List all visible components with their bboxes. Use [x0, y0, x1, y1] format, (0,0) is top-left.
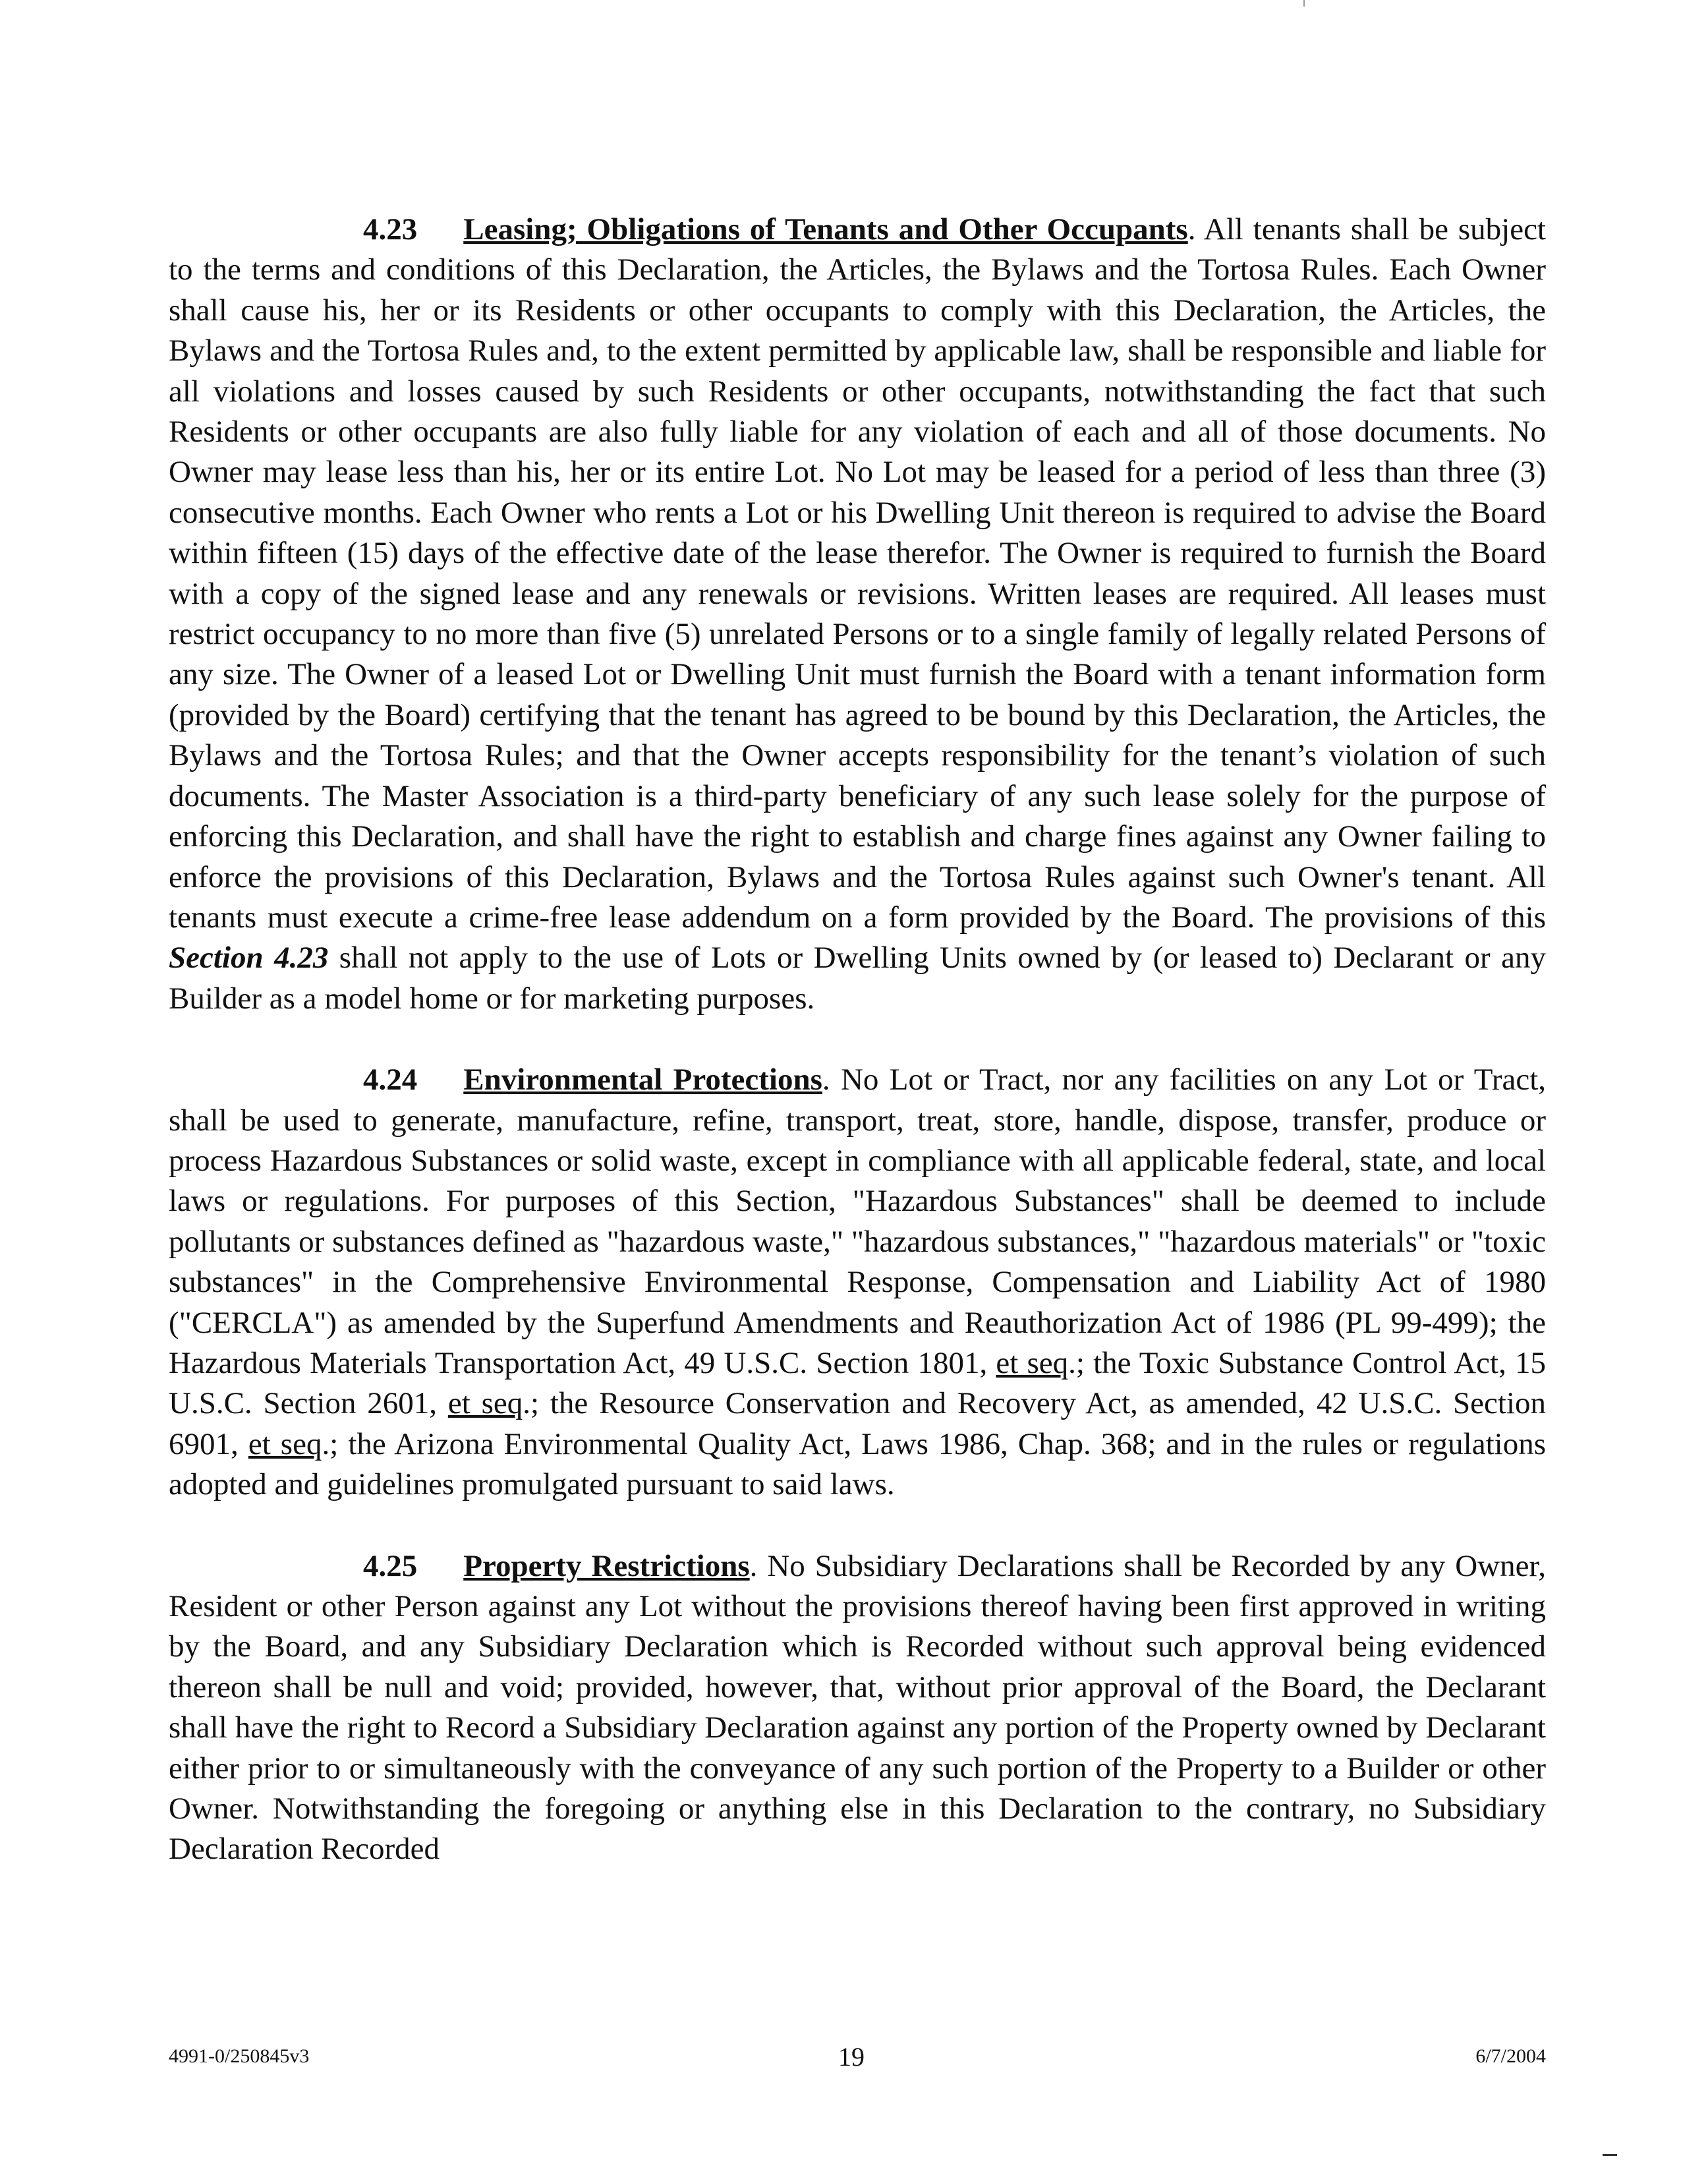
footer-date: 6/7/2004	[1475, 2045, 1546, 2067]
section-4-23	[169, 210, 1546, 1019]
section-text: .; the Toxic Substance Control Act, 15 U.S.C. Section 2601,	[169, 1345, 1547, 1421]
scan-mark-top	[1303, 0, 1305, 7]
section-text: .; the Resource Conservation and Recovery Act, as amended, 42 U.S.C. Section 6901,	[169, 1386, 1547, 1461]
et-seq-citation: et seq	[248, 1426, 322, 1461]
document-id: 4991-0/250845v3	[169, 2045, 310, 2067]
section-reference: Section 4.23	[169, 941, 329, 975]
section-text: shall not apply to the use of Lots or Dwelling Units owned by (or leased to) Declarant or any Builder as a model home or for marketing purposes.	[169, 941, 1546, 1016]
section-text: . No Lot or Tract, nor any facilities on any Lot or Tract, shall be used to generate, manufacture, refine, transport, treat, store, handle, dispose, transfer, produce or process Hazardous Substances or solid waste, except in compliance with all applicable federal, state, and local laws or regulations. For purposes of this Section, "Hazardous Substances" shall be deemed to include pollutants or substances defined as "hazardous waste," "hazardous substances," "hazardous materials" or "toxic substances" in the Comprehensive Environmental Response, Compensation and Liability Act of 1980 ("CERCLA") as amended by the Superfund Amendments and Reauthorization Act of 1986 (PL 99-499); the Hazardous Materials Transportation Act, 49 U.S.C. Section 1801,	[169, 1062, 1546, 1380]
et-seq-citation: et seq	[447, 1386, 523, 1421]
section-number: 4.23	[363, 212, 418, 247]
page-number: 19	[838, 2042, 865, 2072]
section-text: .; the Arizona Environmental Quality Act, Laws 1986, Chap. 368; and in the rules or regulations adopted and guidelines promulgated pursuant to said laws.	[169, 1426, 1547, 1502]
section-4-25	[169, 1546, 1546, 1870]
section-4-24	[169, 1060, 1546, 1505]
section-number: 4.24	[363, 1062, 418, 1097]
section-heading: Environmental Protections	[463, 1062, 822, 1097]
section-text: . All tenants shall be subject to the terms and conditions of this Declaration, the Articles, the Bylaws and the Tortosa Rules. Each Owner shall cause his, her or its Residents or other occupants to comply with this Declaration, the Articles, the Bylaws and the Tortosa Rules and, to the extent permitted by applicable law, shall be responsible and liable for all violations and losses caused by such Residents or other occupants, notwithstanding the fact that such Residents or other occupants are also fully liable for any violation of each and all of those documents. No Owner may lease less than his, her or its entire Lot. No Lot may be leased for a period of less than three (3) consecutive months. Each Owner who rents a Lot or his Dwelling Unit thereon is required to advise the Board within fifteen (15) days of the effective date of the lease therefor. The Owner is required to furnish the Board with a copy of the signed lease and any renewals or revisions. Written leases are required. All leases must restrict occupancy to no more than five (5) unrelated Persons or to a single family of legally related Persons of any size. The Owner of a leased Lot or Dwelling Unit must furnish the Board with a tenant information form (provided by the Board) certifying that the tenant has agreed to be bound by this Declaration, the Articles, the Bylaws and the Tortosa Rules; and that the Owner accepts responsibility for the tenant’s violation of such documents. The Master Association is a third-party beneficiary of any such lease solely for the purpose of enforcing this Declaration, and shall have the right to establish and charge fines against any Owner failing to enforce the provisions of this Declaration, Bylaws and the Tortosa Rules against such Owner's tenant. All tenants must execute a crime-free lease addendum on a form provided by the Board. The provisions of this	[169, 212, 1546, 935]
section-text: . No Subsidiary Declarations shall be Recorded by any Owner, Resident or other Person against any Lot without the provisions thereof having been first approved in writing by the Board, and any Subsidiary Declaration which is Recorded without such approval being evidenced thereon shall be null and void; provided, however, that, without prior approval of the Board, the Declarant shall have the right to Record a Subsidiary Declaration against any portion of the Property owned by Declarant either prior to or simultaneously with the conveyance of any such portion of the Property to a Builder or other Owner. Notwithstanding the foregoing or anything else in this Declaration to the contrary, no Subsidiary Declaration Recorded	[169, 1548, 1546, 1867]
et-seq-citation: et seq	[996, 1345, 1069, 1380]
document-body	[169, 210, 1546, 1870]
section-heading: Property Restrictions	[463, 1548, 750, 1583]
page-footer	[169, 2041, 1546, 2074]
section-number: 4.25	[363, 1548, 418, 1583]
scan-mark-bottom	[1603, 2154, 1617, 2156]
section-heading: Leasing; Obligations of Tenants and Other Occupants	[463, 212, 1188, 247]
